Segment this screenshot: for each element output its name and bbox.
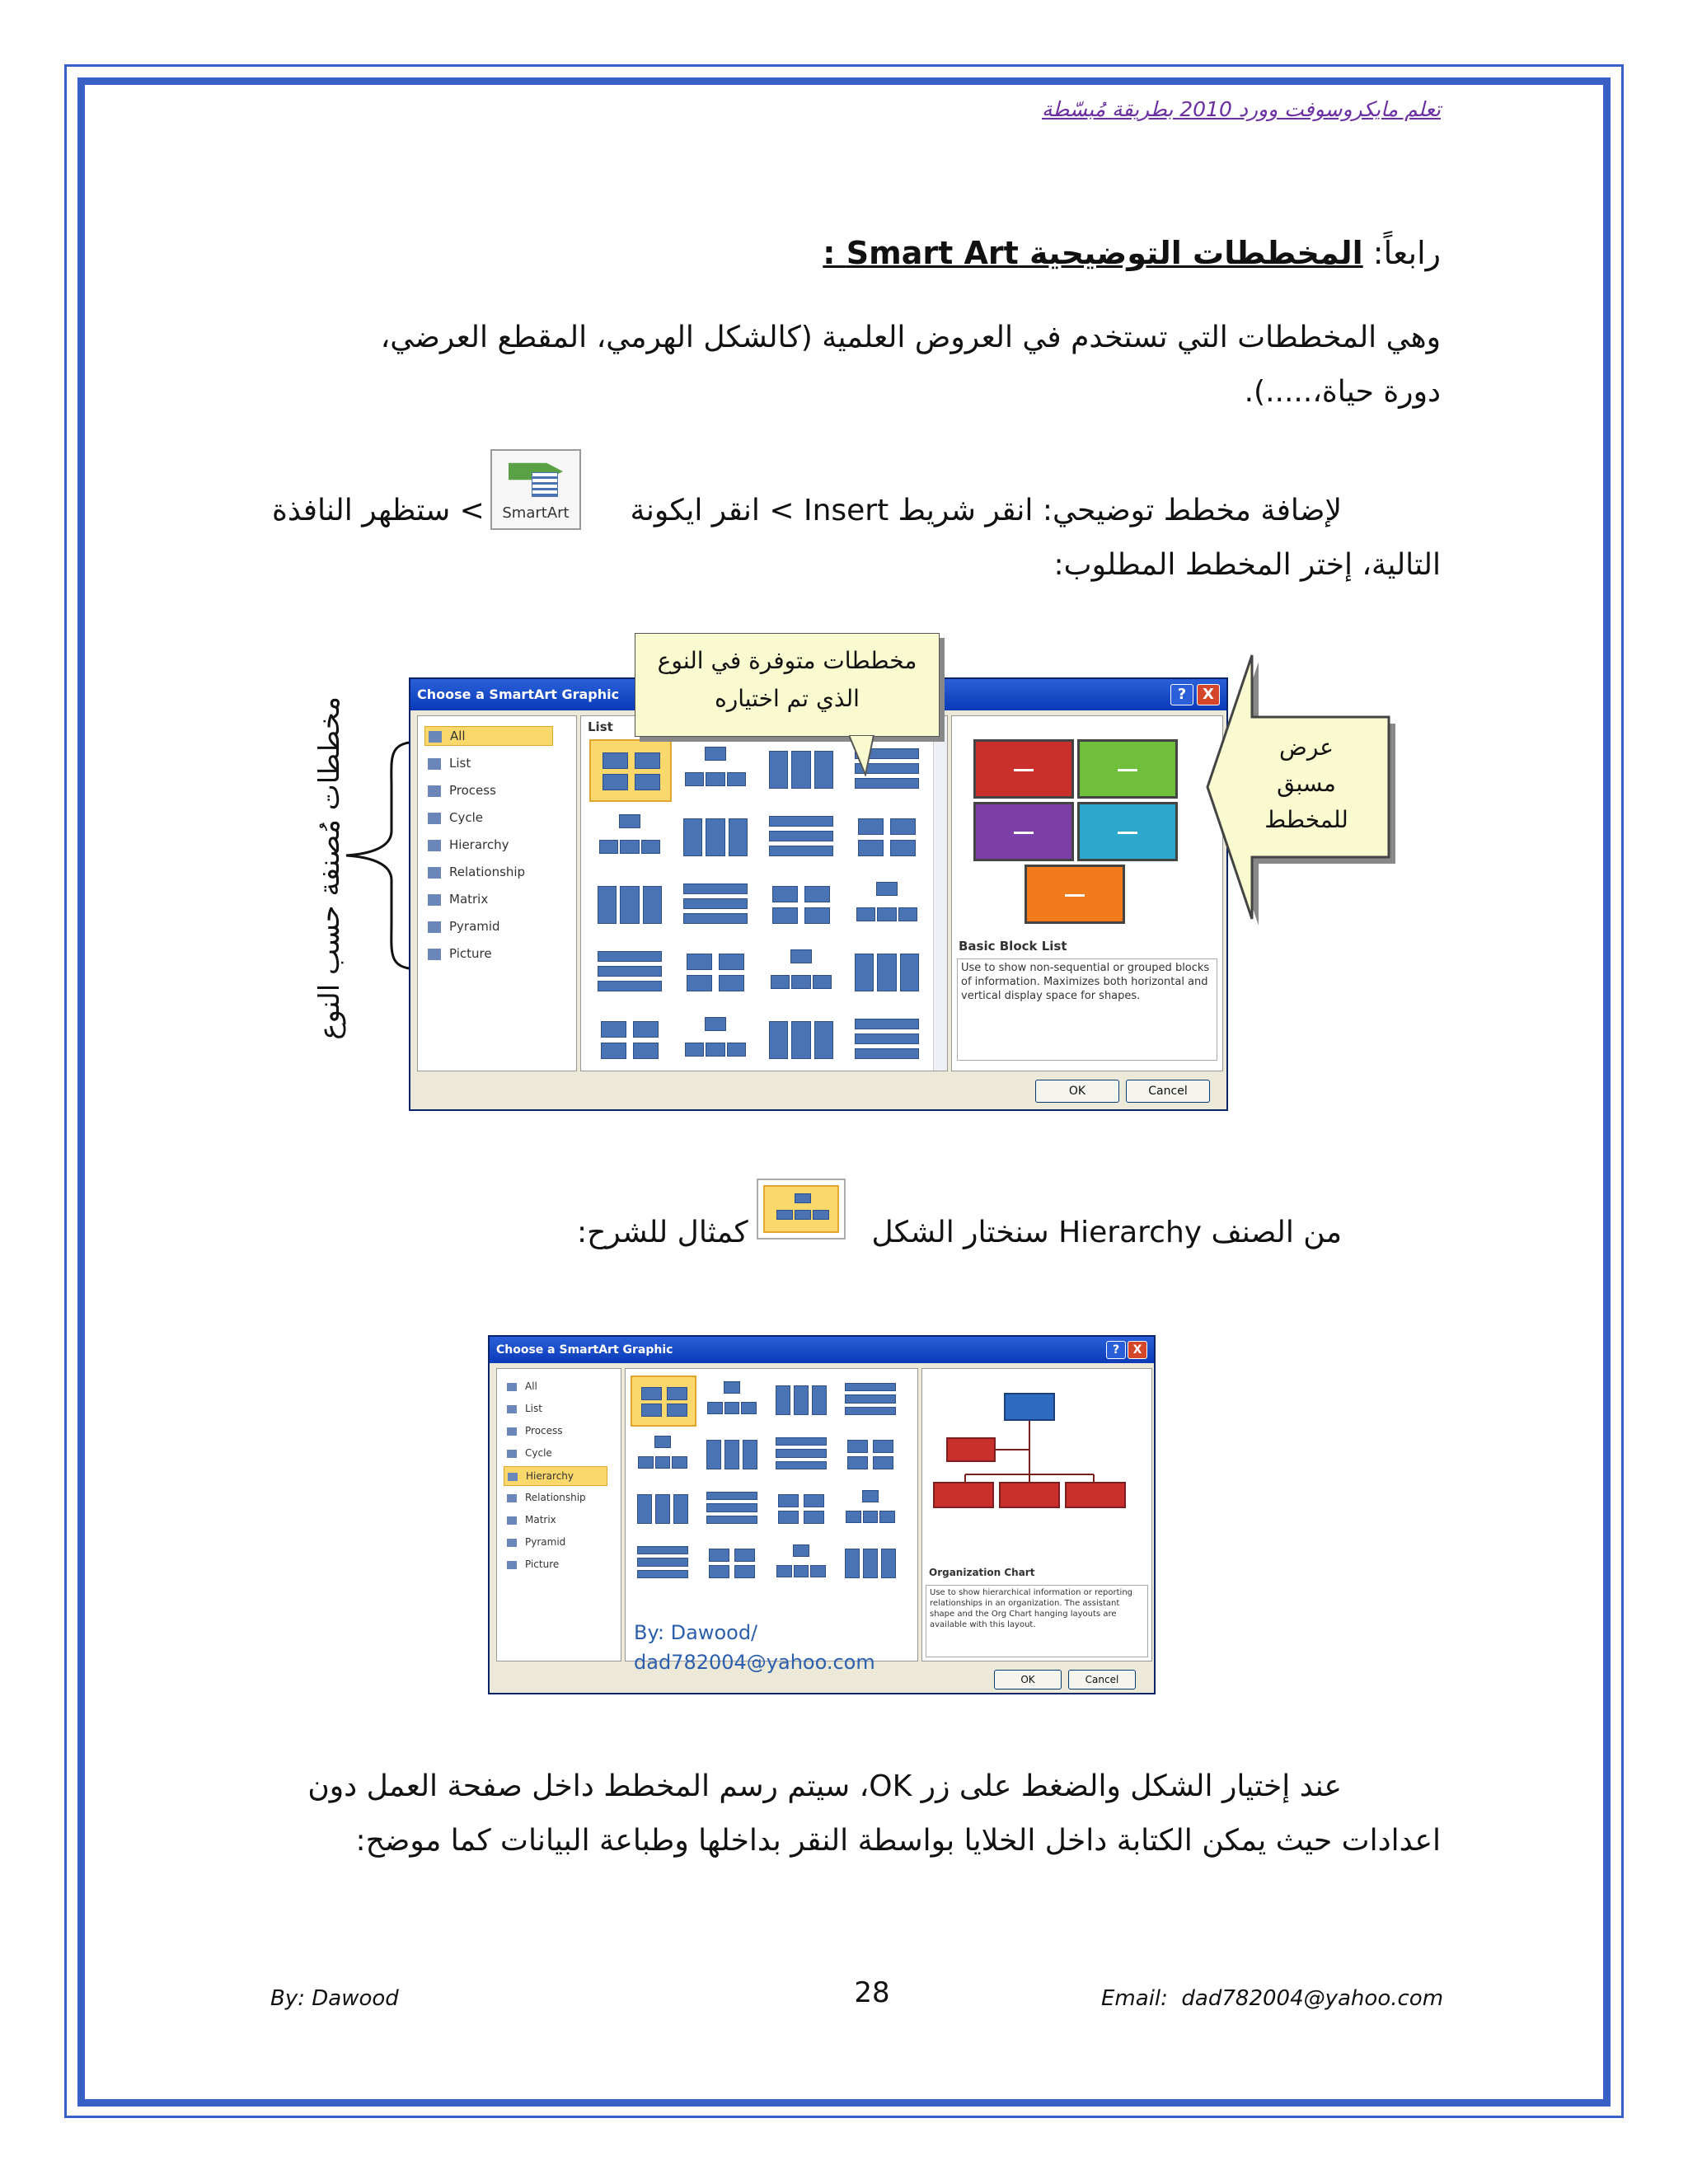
paragraph-3-right: من الصنف Hierarchy سنختار الشكل (871, 1216, 1342, 1249)
category2-all[interactable]: All (507, 1377, 537, 1395)
layout-thumbnail[interactable] (769, 1539, 832, 1586)
layout-thumbnail[interactable] (631, 1484, 693, 1532)
all-icon (429, 731, 442, 743)
all-icon (507, 1383, 517, 1391)
footer-author: By: Dawood (270, 1986, 399, 2011)
preview-description-2: Use to show hierarchical information or reporting relationships in an organization. The assistant shape and the Org Chart hanging layouts are available with this layout. (926, 1585, 1148, 1657)
process-icon (428, 785, 441, 797)
dialog-2-titlebar (490, 1337, 1154, 1363)
preview-pane-2 (921, 1368, 1152, 1661)
layout-thumbnail[interactable] (761, 1010, 840, 1069)
category2-matrix[interactable]: Matrix (507, 1511, 556, 1529)
relationship-icon (507, 1494, 517, 1502)
section-prefix: رابعاً: (1362, 235, 1441, 271)
layout-thumbnail[interactable] (631, 1539, 693, 1586)
ok-button[interactable]: OK (1035, 1080, 1119, 1103)
smartart-icon-label: SmartArt (502, 504, 570, 522)
layout-thumbnail[interactable] (700, 1484, 762, 1532)
dialog-2-title: Choose a SmartArt Graphic (496, 1343, 673, 1357)
preview-tile-cyan (1077, 802, 1178, 861)
layout-thumbnail[interactable] (846, 874, 926, 934)
process-icon (507, 1427, 517, 1436)
pyramid-icon (507, 1539, 517, 1547)
layout-thumbnail[interactable] (700, 1539, 762, 1586)
layout-thumbnail[interactable] (700, 1376, 762, 1423)
footer-page-number: 28 (854, 1976, 890, 2009)
layout-thumbnail[interactable] (846, 942, 926, 1001)
category-pane-2 (496, 1368, 621, 1661)
smartart-dialog-2 (488, 1335, 1156, 1694)
side-label-categories: مخططات مُصنفة حسب النوع (313, 696, 346, 1040)
list-icon (507, 1405, 517, 1413)
category2-list[interactable]: List (507, 1399, 542, 1418)
layout-thumbnail[interactable] (761, 942, 840, 1001)
paragraph-2-line-1-right: لإضافة مخطط توضيحي: انقر شريط Insert > انقر ايكونة (630, 494, 1342, 527)
paragraph-2-line-2: التالية، إختر المخطط المطلوب: (1053, 548, 1441, 582)
category-all[interactable]: All (424, 726, 553, 746)
picture-icon (428, 949, 441, 960)
paragraph-3-left: كمثال للشرح: (577, 1216, 748, 1249)
layout-thumbnail[interactable] (589, 1010, 668, 1069)
close-button-2[interactable]: X (1128, 1341, 1147, 1359)
layout-thumbnail[interactable] (769, 1484, 832, 1532)
preview-title: Basic Block List (959, 939, 1067, 954)
paragraph-2-line-1-left: > ستظهر النافذة (272, 494, 485, 527)
category-pyramid[interactable]: Pyramid (428, 917, 500, 935)
layout-thumbnail[interactable] (846, 1010, 926, 1069)
footer-email: Email: dad782004@yahoo.com (1101, 1986, 1444, 2011)
cycle-icon (507, 1450, 517, 1458)
preview-pane (951, 715, 1223, 1071)
paragraph-1-line-1: وهي المخططات التي تستخدم في العروض العلمية (كالشكل الهرمي، المقطع العرضي، (380, 321, 1441, 354)
watermark-line-2: dad782004@yahoo.com (634, 1651, 875, 1674)
layout-thumbnail[interactable] (675, 739, 754, 799)
org-chart-preview (922, 1369, 1153, 1550)
callout-preview-text: عرض مسبق للمخطط (1264, 733, 1348, 833)
running-header: تعلم مايكروسوفت وورد 2010 بطريقة مُبسّطة (1041, 97, 1441, 121)
paragraph-4-line-2: اعدادات حيث يمكن الكتابة داخل الخلايا بواسطة النقر بداخلها وطباعة البيانات كما موضح: (355, 1824, 1441, 1858)
paragraph-1-line-2: دورة حياة،.....). (1244, 375, 1441, 409)
callout-gallery-note: مخططات متوفرة في النوع الذي تم اختياره (635, 633, 940, 737)
smartart-ribbon-icon (490, 449, 581, 530)
category2-relationship[interactable]: Relationship (507, 1488, 586, 1507)
layout-thumbnail[interactable] (675, 942, 754, 1001)
cycle-icon (428, 813, 441, 824)
layout-thumbnail[interactable] (769, 1376, 832, 1423)
hierarchy-icon (508, 1473, 518, 1481)
matrix-icon (507, 1516, 517, 1525)
category2-process[interactable]: Process (507, 1422, 563, 1440)
category-list[interactable]: List (428, 754, 471, 772)
section-title: المخططات التوضيحية Smart Art : (823, 235, 1363, 271)
cancel-button-2[interactable]: Cancel (1068, 1670, 1136, 1690)
layout-thumbnail[interactable] (589, 942, 668, 1001)
layout-thumbnail[interactable] (838, 1484, 901, 1532)
category-process[interactable]: Process (428, 781, 496, 799)
preview-tile-orange (1025, 865, 1125, 924)
category2-pyramid[interactable]: Pyramid (507, 1533, 565, 1551)
pyramid-icon (428, 921, 441, 933)
category-pane (417, 715, 577, 1071)
preview-description: Use to show non-sequential or grouped blocks of information. Maximizes both horizontal and vertical display space for shapes. (957, 958, 1217, 1061)
picture-icon (507, 1561, 517, 1569)
layout-thumbnail[interactable] (631, 1430, 693, 1478)
layout-thumbnail[interactable] (700, 1430, 762, 1478)
help-button-2[interactable]: ? (1106, 1341, 1126, 1359)
layout-thumbnail[interactable] (589, 874, 668, 934)
preview-tile-green (1077, 739, 1178, 799)
layout-thumbnail[interactable] (761, 739, 840, 799)
section-heading (823, 232, 1441, 274)
category-hierarchy[interactable]: Hierarchy (428, 836, 509, 854)
smartart-list-icon (532, 472, 558, 497)
preview-tile-purple (973, 802, 1074, 861)
category-cycle[interactable]: Cycle (428, 808, 483, 827)
category-matrix[interactable]: Matrix (428, 890, 488, 908)
gallery-scrollbar[interactable] (933, 716, 947, 1071)
layout-thumbnail[interactable] (631, 1376, 696, 1427)
category-relationship[interactable]: Relationship (428, 863, 525, 881)
smartart-dialog-1 (409, 677, 1228, 1111)
layout-thumbnail[interactable] (761, 874, 840, 934)
layout-thumbnail[interactable] (846, 807, 926, 866)
category2-cycle[interactable]: Cycle (507, 1444, 552, 1462)
layout-thumbnail[interactable] (589, 807, 668, 866)
category2-picture[interactable]: Picture (507, 1555, 559, 1573)
layout-thumbnail[interactable] (838, 1539, 901, 1586)
cancel-button[interactable]: Cancel (1126, 1080, 1210, 1103)
help-button[interactable]: ? (1170, 684, 1193, 705)
layout-thumbnail[interactable] (769, 1430, 832, 1478)
layout-gallery (580, 715, 948, 1071)
close-button[interactable]: X (1197, 684, 1220, 705)
hierarchy-layout-icon-inner (763, 1185, 839, 1233)
category2-hierarchy[interactable]: Hierarchy (504, 1466, 607, 1486)
watermark-line-1: By: Dawood/ (634, 1621, 758, 1644)
layout-thumbnail[interactable] (675, 1010, 754, 1069)
dialog-1-title: Choose a SmartArt Graphic (417, 687, 620, 702)
layout-thumbnail[interactable] (761, 807, 840, 866)
list-icon (428, 758, 441, 770)
layout-gallery-2 (625, 1368, 918, 1674)
hierarchy-layout-icon (757, 1179, 846, 1240)
ok-button-2[interactable]: OK (994, 1670, 1062, 1690)
layout-thumbnail[interactable] (675, 874, 754, 934)
preview-title-2: Organization Chart (929, 1567, 1035, 1578)
gallery-header: List (588, 719, 613, 734)
hierarchy-icon (428, 840, 441, 851)
preview-tile-red (973, 739, 1074, 799)
layout-thumbnail[interactable] (675, 807, 754, 866)
layout-thumbnail[interactable] (838, 1376, 901, 1423)
callout-tail (849, 735, 882, 776)
layout-thumbnail[interactable] (838, 1430, 901, 1478)
layout-thumbnail[interactable] (589, 739, 672, 802)
paragraph-4-line-1: عند إختيار الشكل والضغط على زر OK، سيتم رسم المخطط داخل صفحة العمل دون (307, 1769, 1342, 1803)
relationship-icon (428, 867, 441, 879)
category-picture[interactable]: Picture (428, 944, 492, 963)
matrix-icon (428, 894, 441, 906)
